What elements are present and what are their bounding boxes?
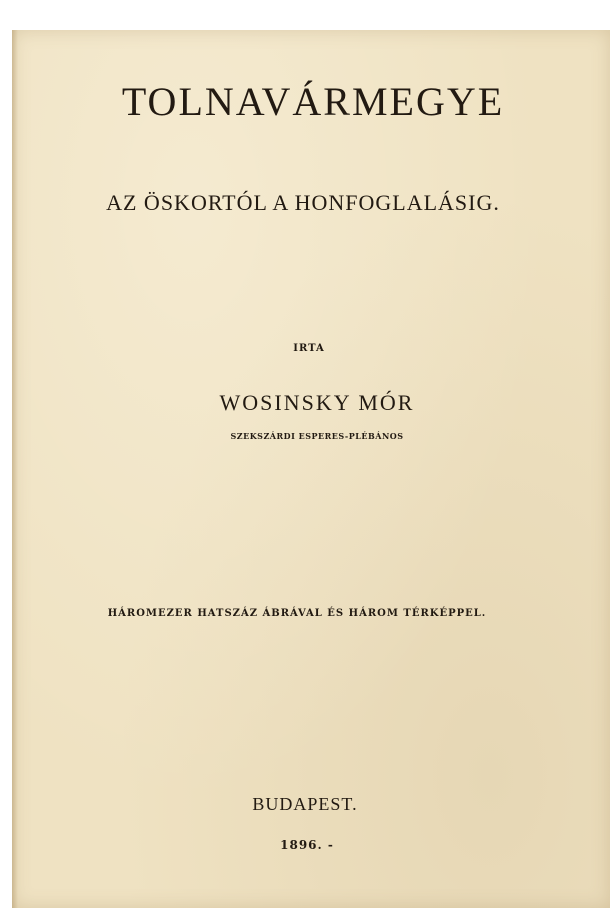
illustrations-note: HÁROMEZER HATSZÁZ ÁBRÁVAL ÉS HÁROM TÉRKÉPPEL. bbox=[107, 608, 487, 619]
publication-year: 1896. - bbox=[280, 838, 334, 852]
book-title: TOLNAVÁRMEGYE bbox=[121, 79, 505, 124]
author-title: SZEKSZÁRDI ESPERES-PLÉBÁNOS bbox=[230, 431, 404, 441]
publication-place: BUDAPEST. bbox=[252, 794, 358, 814]
page-edge-shadow bbox=[12, 30, 18, 908]
title-page bbox=[12, 30, 610, 908]
author-name: WOSINSKY MÓR bbox=[219, 390, 415, 415]
by-label: IRTA bbox=[293, 343, 325, 354]
book-subtitle: AZ ÖSKORTÓL A HONFOGLALÁSIG. bbox=[106, 190, 500, 215]
